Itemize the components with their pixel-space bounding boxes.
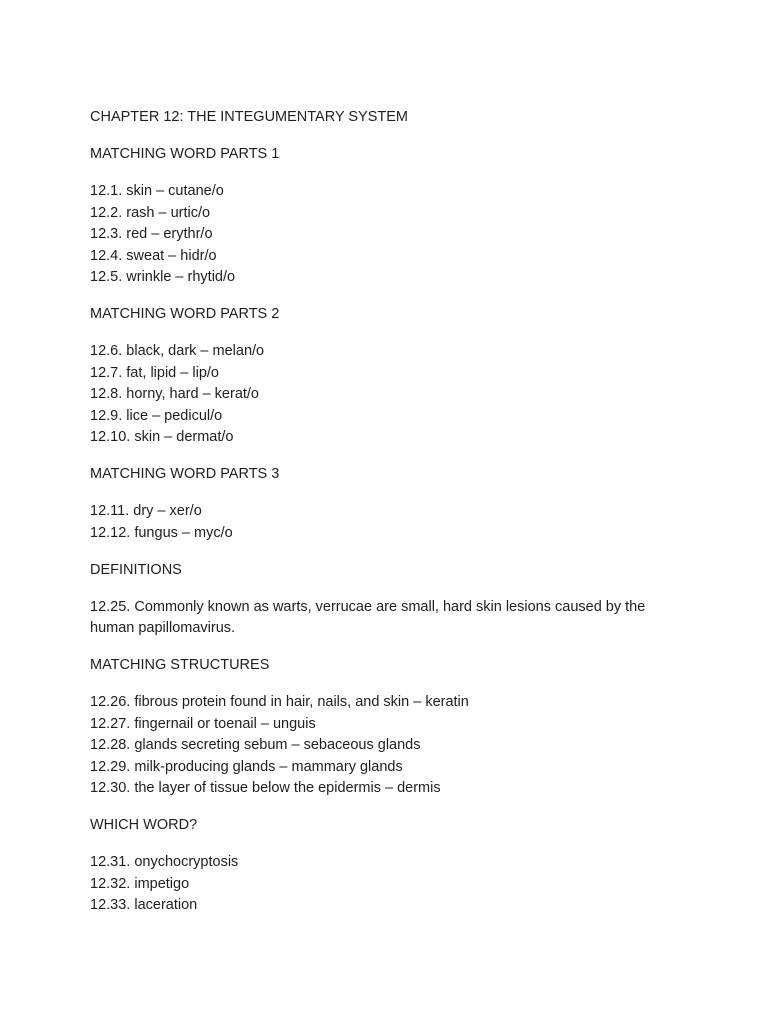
list-item: 12.11. dry – xer/o	[90, 503, 202, 519]
item-list	[90, 852, 690, 917]
section-matching-word-parts-2	[90, 304, 690, 326]
chapter-title-block	[90, 107, 690, 129]
list-item: 12.30. the layer of tissue below the epidermis – dermis	[90, 780, 441, 796]
list-item: 12.10. skin – dermat/o	[90, 429, 234, 445]
list-item: 12.33. laceration	[90, 897, 198, 913]
list-item: 12.12. fungus – myc/o	[90, 524, 233, 541]
section-matching-structures	[90, 655, 690, 677]
document-page	[90, 107, 690, 932]
section-matching-word-parts-3	[90, 464, 690, 486]
list-item: 12.7. fat, lipid – lip/o	[90, 364, 219, 381]
section-which-word	[90, 815, 690, 837]
list-item: 12.26. fibrous protein found in hair, nails, and skin – keratin	[90, 694, 469, 710]
item-list	[90, 692, 690, 800]
list-item: 12.32. impetigo	[90, 875, 190, 892]
item-list	[90, 181, 690, 289]
list-item: 12.27. fingernail or toenail – unguis	[90, 715, 316, 732]
list-item: 12.2. rash – urtic/o	[90, 204, 211, 221]
section-heading: MATCHING WORD PARTS 1	[90, 146, 280, 162]
chapter-title: CHAPTER 12: THE INTEGUMENTARY SYSTEM	[90, 109, 408, 125]
item-list	[90, 501, 690, 544]
list-item: 12.3. red – erythr/o	[90, 226, 213, 242]
item-list	[90, 341, 690, 449]
section-heading: MATCHING WORD PARTS 3	[90, 466, 280, 482]
section-heading: MATCHING WORD PARTS 2	[90, 306, 280, 322]
section-heading: DEFINITIONS	[90, 561, 182, 578]
list-item: 12.1. skin – cutane/o	[90, 183, 224, 199]
list-item: 12.9. lice – pedicul/o	[90, 407, 223, 424]
section-heading: WHICH WORD?	[90, 817, 198, 833]
section-heading: MATCHING STRUCTURES	[90, 657, 270, 673]
list-item: 12.28. glands secreting sebum – sebaceous glands	[90, 737, 421, 753]
list-item: 12.6. black, dark – melan/o	[90, 343, 265, 359]
list-item: 12.8. horny, hard – kerat/o	[90, 386, 260, 402]
section-definitions	[90, 560, 690, 582]
list-item: 12.31. onychocryptosis	[90, 854, 239, 870]
section-matching-word-parts-1	[90, 144, 690, 166]
list-item: 12.29. milk-producing glands – mammary glands	[90, 758, 403, 775]
list-item: 12.4. sweat – hidr/o	[90, 247, 217, 264]
definition-paragraph: 12.25. Commonly known as warts, verrucae are small, hard skin lesions caused by the human papillomavirus.	[90, 598, 646, 636]
list-item: 12.5. wrinkle – rhytid/o	[90, 269, 236, 285]
